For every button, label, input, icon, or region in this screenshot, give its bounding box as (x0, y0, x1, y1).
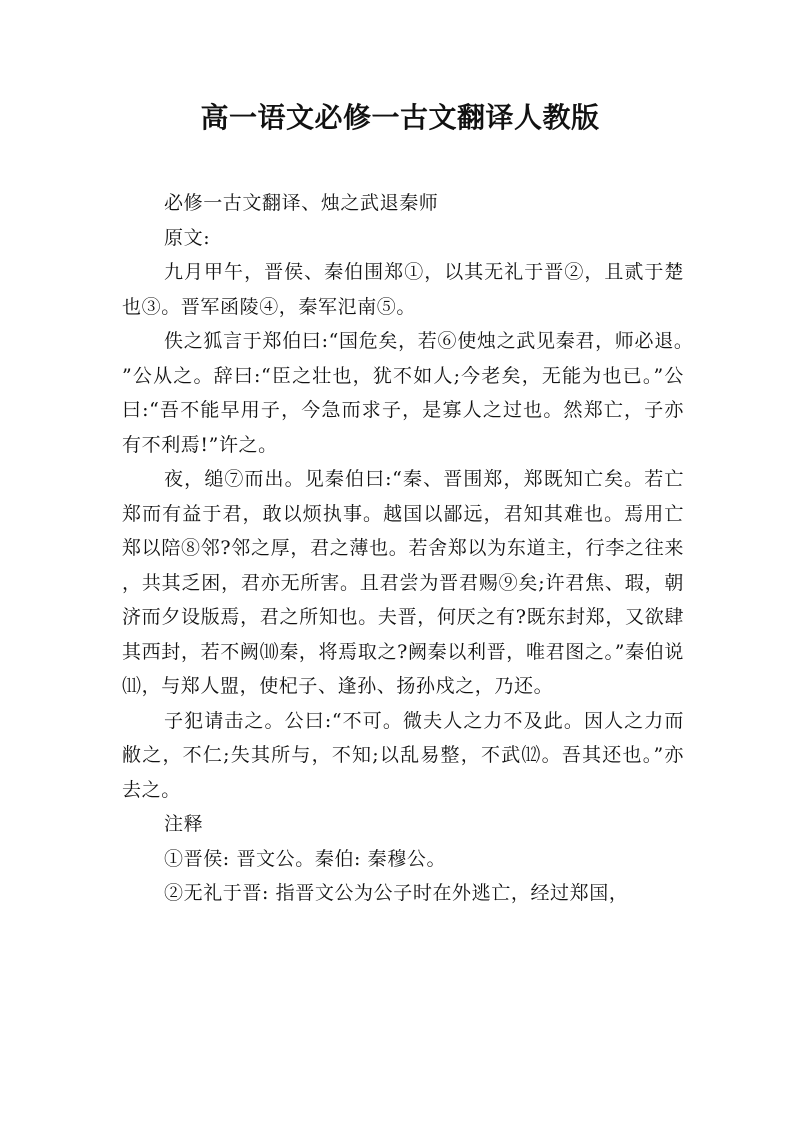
note-item: ①晋侯: 晋文公。秦伯: 秦穆公。 (164, 847, 447, 870)
paragraph: 佚之狐言于郑伯曰:“国危矣，若⑥使烛之武见秦君，师必退。”公从之。辞曰:“臣之壮也，犹不如人;今老矣，无能为也已。”公曰:“吾不能早用子，今急而求子，是寡人之过也。然郑亡，子亦有不利焉!”许之。 (122, 330, 684, 456)
notes-heading: 注释 (164, 813, 204, 835)
paragraph: 九月甲午，晋侯、秦伯围郑①，以其无礼于晋②，且贰于楚也③。晋军函陵④，秦军氾南⑤。 (122, 261, 684, 318)
section-heading: 必修一古文翻译、烛之武退秦师 (164, 192, 439, 214)
document-title: 高一语文必修一古文翻译人教版 (200, 101, 600, 134)
note-item: ②无礼于晋: 指晋文公为公子时在外逃亡，经过郑国， (164, 882, 629, 904)
paragraph: 夜，缒⑦而出。见秦伯曰:“秦、晋围郑，郑既知亡矣。若亡郑而有益于君，敢以烦执事。越国以鄙远，君知其难也。焉用亡郑以陪⑧邻?邻之厚，君之薄也。若舍郑以为东道主，行李之往来，共其乏困，君亦无所害。且君尝为晋君赐⑨矣;许君焦、瑕，朝济而夕设版焉，君之所知也。夫晋，何厌之有?既东封郑，又欲肆其西封，若不阙⑽秦，将焉取之?阙秦以利晋，唯君图之。”秦伯说⑾，与郑人盟，使杞子、逢孙、扬孙戍之，乃还。 (122, 468, 684, 697)
original-text-label: 原文: (164, 226, 211, 249)
paragraph: 子犯请击之。公曰:“不可。微夫人之力不及此。因人之力而敝之，不仁;失其所与，不知;以乱易整，不武⑿。吾其还也。”亦去之。 (122, 709, 684, 801)
document-body (122, 186, 684, 911)
